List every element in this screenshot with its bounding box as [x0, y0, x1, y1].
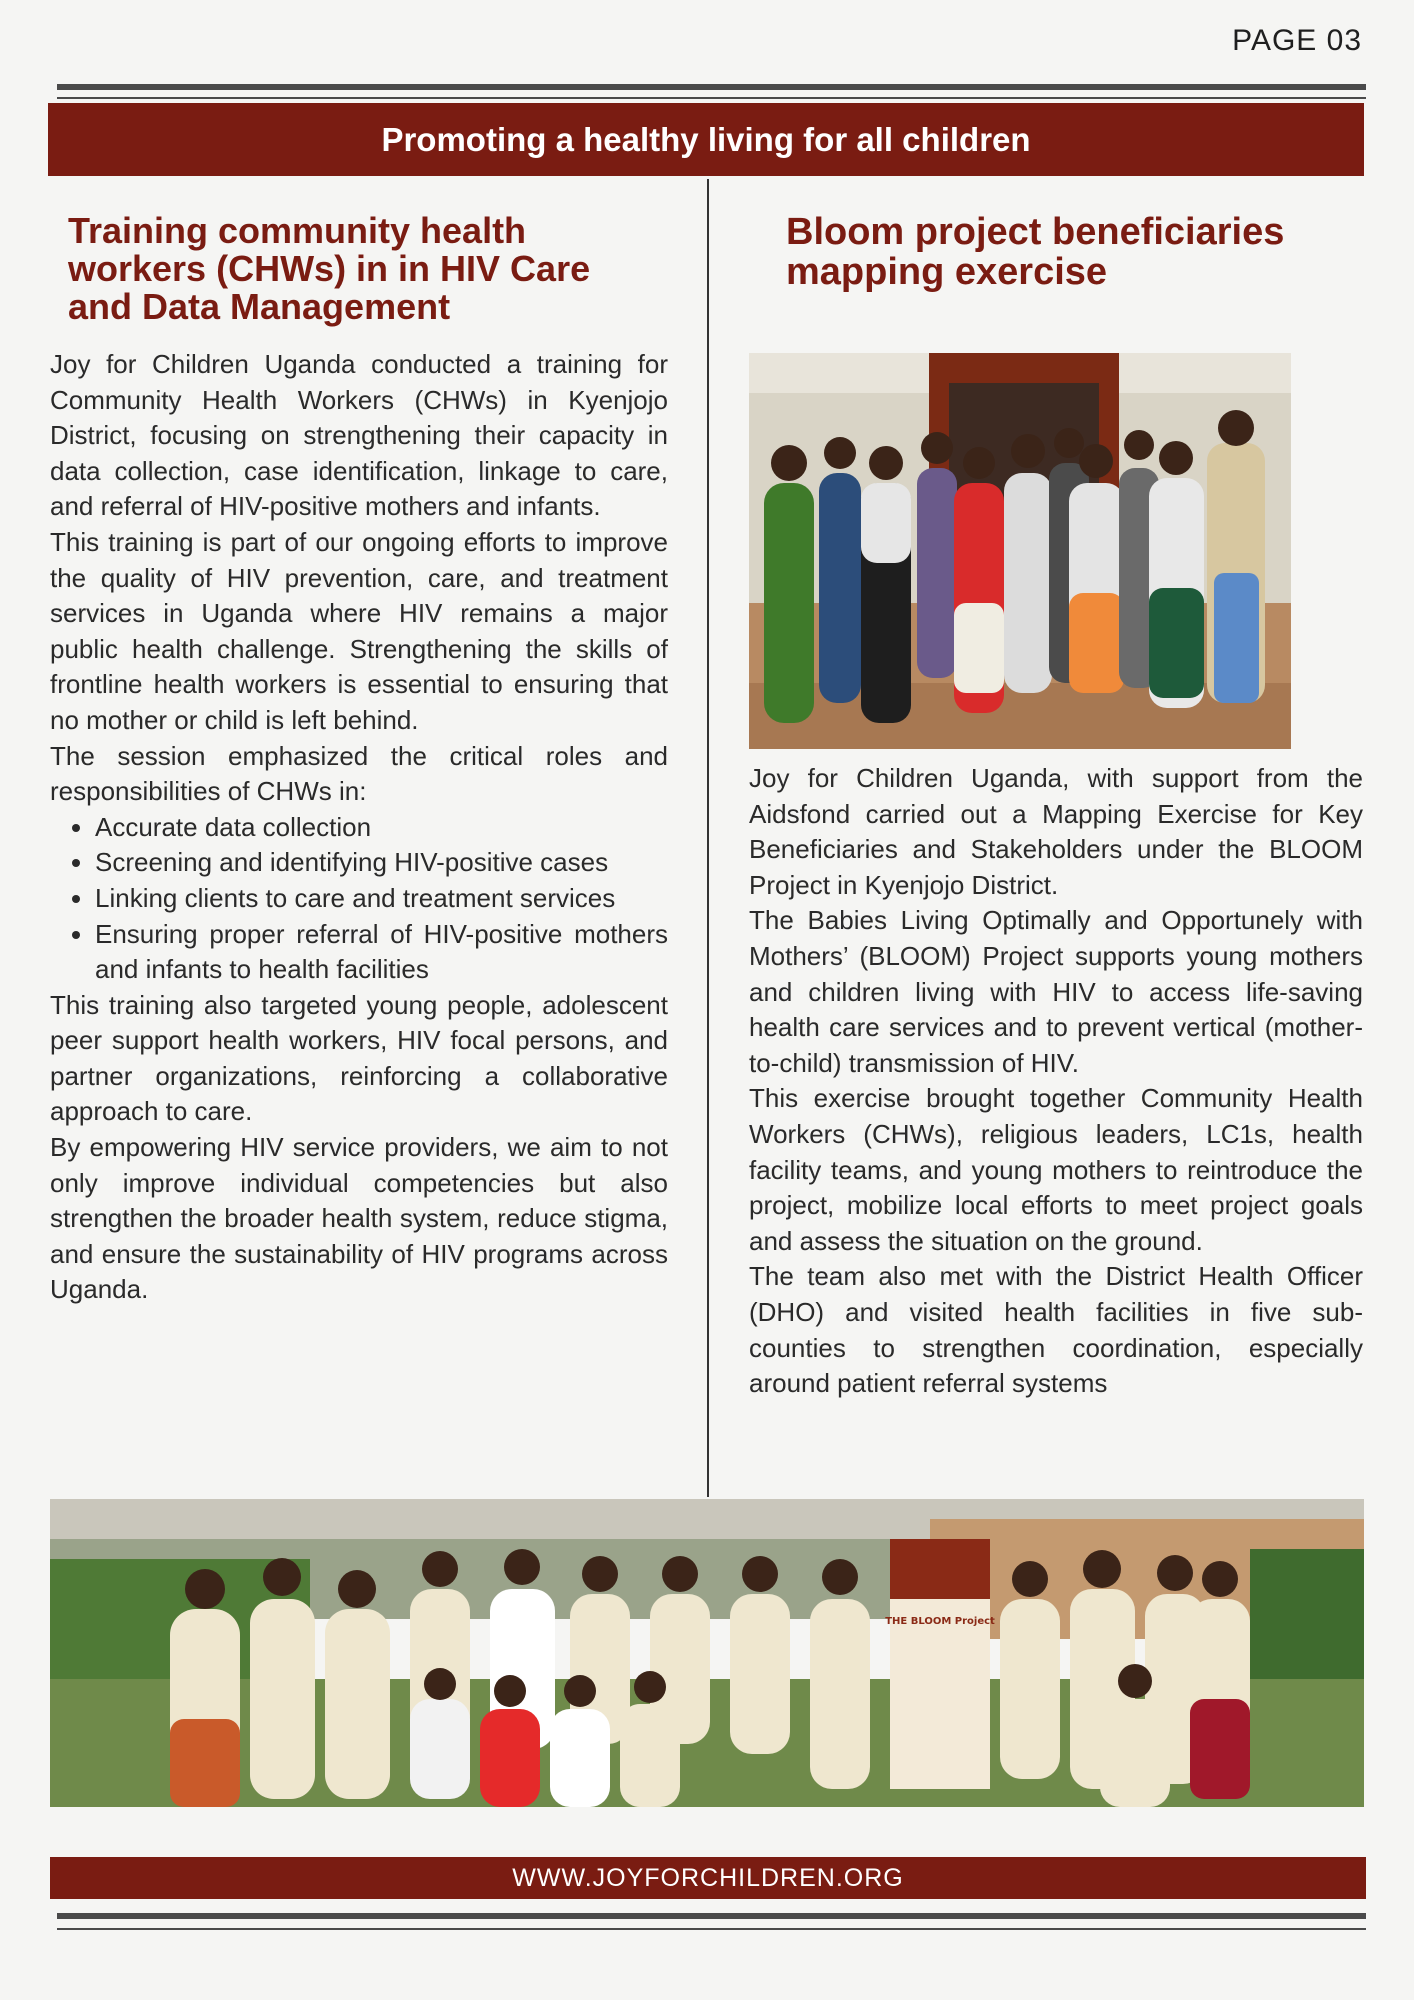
footer-website-link[interactable]: WWW.JOYFORCHILDREN.ORG — [512, 1863, 904, 1892]
top-rule-thick — [57, 84, 1366, 90]
left-section-title: Training community health workers (CHWs) in in HIV Care and Data Management — [68, 210, 591, 327]
right-paragraph-1: Joy for Children Uganda, with support from the Aidsfond carried out a Mapping Exercise for Key Beneficiaries and Stakeholders under the BLOOM Project in Kyenjojo District. — [749, 763, 1363, 900]
left-paragraph-1: Joy for Children Uganda conducted a training for Community Health Workers (CHWs) in Kyenjojo District, focusing on strengthening their capacity in data collection, case identification, linkage to care, and referral of HIV-positive mothers and infants. — [50, 349, 668, 522]
left-paragraph-3: The session emphasized the critical roles and responsibilities of CHWs in: — [50, 740, 668, 807]
banner-heading-text: THE BLOOM Project — [885, 1616, 995, 1627]
list-item: • Linking clients to care and treatment services — [95, 881, 668, 917]
photo-illustration — [50, 1499, 1364, 1807]
list-item: • Screening and identifying HIV-positive cases — [95, 845, 668, 881]
right-paragraph-2: The Babies Living Optimally and Opportunely with Mothers’ (BLOOM) Project supports young mothers and children living with HIV to access life-saving health care services and to prevent vertical (mother-to-child) transmission of HIV. — [749, 905, 1363, 1078]
banner-title: Promoting a healthy living for all children — [381, 120, 1031, 158]
left-paragraph-5: By empowering HIV service providers, we aim to not only improve individual competencies but also strengthen the broader health system, reduce stigma, and ensure the sustainability of HIV programs across Uganda. — [50, 1132, 668, 1305]
roles-list — [50, 810, 668, 988]
page-number: PAGE 03 — [1232, 24, 1362, 57]
bottom-rule-thin — [57, 1928, 1366, 1930]
footer-bar — [50, 1857, 1366, 1899]
left-article-body — [50, 347, 668, 1308]
chw-training-group-photo — [50, 1499, 1364, 1807]
top-rule-thin — [57, 97, 1366, 99]
right-section-title: Bloom project beneficiaries mapping exercise — [786, 211, 1285, 293]
right-paragraph-3: This exercise brought together Community Health Workers (CHWs), religious leaders, LC1s, health facility teams, and young mothers to reintroduce the project, mobilize local efforts to meet project goals and assess the situation on the ground. — [749, 1083, 1363, 1256]
list-item: • Accurate data collection — [95, 810, 668, 846]
bloom-group-photo — [749, 353, 1291, 749]
section-banner — [48, 103, 1364, 176]
column-divider — [707, 179, 709, 1497]
list-item: • Ensuring proper referral of HIV-positive mothers and infants to health facilities — [95, 917, 668, 988]
right-paragraph-4: The team also met with the District Health Officer (DHO) and visited health facilities in five sub-counties to strengthen coordination, especially around patient referral systems — [749, 1261, 1363, 1399]
photo-illustration — [749, 353, 1291, 749]
left-paragraph-4: This training also targeted young people, adolescent peer support health workers, HIV focal persons, and partner organizations, reinforcing a collaborative approach to care. — [50, 989, 668, 1127]
right-article-body — [749, 761, 1363, 1402]
bottom-rule-thick — [57, 1913, 1366, 1919]
left-paragraph-2: This training is part of our ongoing efforts to improve the quality of HIV prevention, care, and treatment services in Uganda where HIV remains a major public health challenge. Strengthening the skills of frontline health workers is essential to ensuring that no mother or child is left behind. — [50, 526, 668, 735]
